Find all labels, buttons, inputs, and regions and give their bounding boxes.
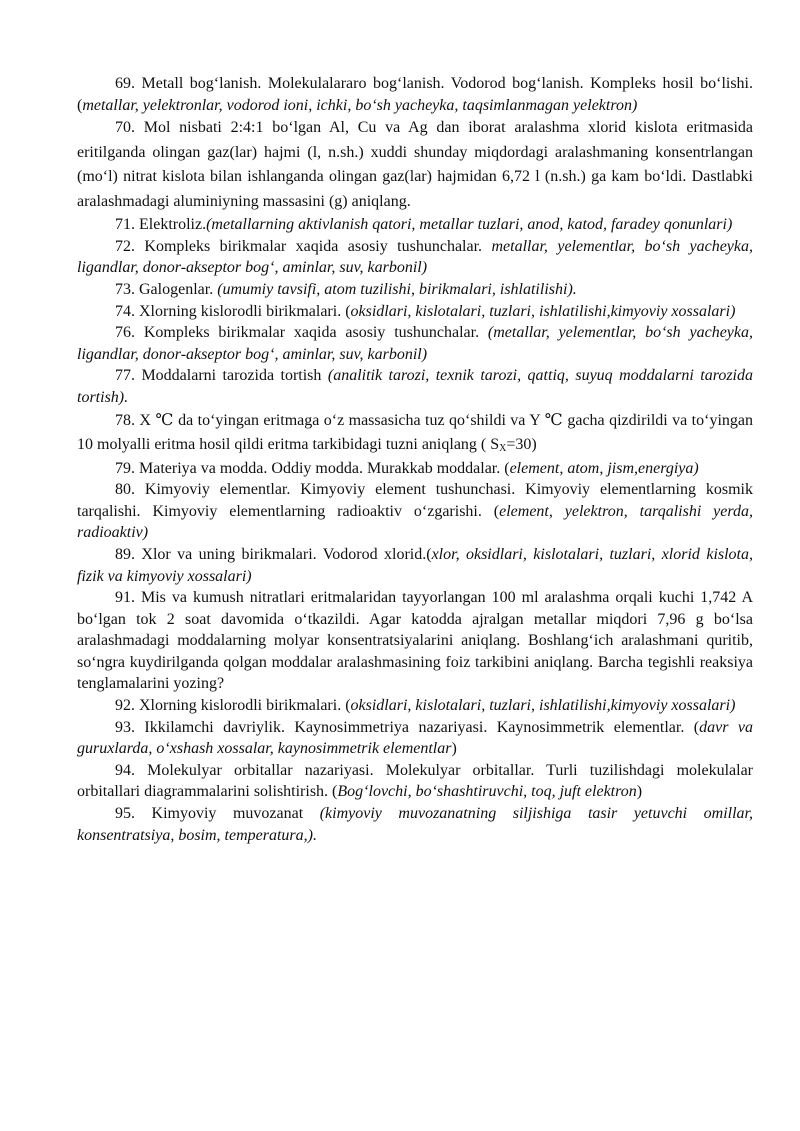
item-78-subscript: X <box>499 443 507 455</box>
item-94-topic: 94. Molekulyar orbitallar nazariyasi. Molekulyar orbitallar. Turli tuzilishdagi molekulalar orbitallari diagrammalarini solishtirish. ( <box>77 761 753 801</box>
item-74-keywords: oksidlari, kislotalari, tuzlari, ishlatilishi,kimyoviy xossalari) <box>350 302 736 320</box>
item-76-topic: 76. Kompleks birikmalar xaqida asosiy tushunchalar. <box>115 324 488 342</box>
item-78-text: 78. X ℃ da to‘yingan eritmaga o‘z massasicha tuz qo‘shildi va Y ℃ gacha qizdirildi va to‘yingan 10 molyalli eritma hosil qildi eritma tarkibidagi tuzni aniqlang ( S <box>77 411 753 454</box>
item-93-keywords: davr va guruxlarda, o‘xshash xossalar, kaynosimmetrik elementlar <box>77 718 753 758</box>
item-79-keywords: element, atom, jism,energiya) <box>509 459 699 477</box>
item-77 <box>77 365 753 408</box>
item-72-topic: 72. Kompleks birikmalar xaqida asosiy tushunchalar. <box>115 237 492 255</box>
item-70 <box>77 116 753 214</box>
item-95-keywords: (kimyoviy muvozanatning siljishiga tasir yetuvchi omillar, konsentratsiya, bosim, temperatura,). <box>77 805 753 844</box>
item-74-topic: 74. Xlorning kislorodli birikmalari. ( <box>115 302 351 320</box>
item-69-keywords: metallar, yelektronlar, vodorod ioni, ichki, bo‘sh yacheyka, taqsimlanmagan yelektron) <box>82 96 638 114</box>
item-69-topic: 69. Metall bog‘lanish. Molekulalararo bog‘lanish. Vodorod bog‘lanish. Kompleks hosil bo‘lishi. ( <box>77 75 753 114</box>
item-94-tail: ) <box>636 783 643 801</box>
item-78 <box>77 409 753 458</box>
item-80-topic: 80. Kimyoviy elementlar. Kimyoviy element tushunchasi. Kimyoviy elementlarning kosmik tarqalishi. Kimyoviy elementlarning radioaktiv o‘zgarishi. ( <box>77 481 753 520</box>
item-72-keywords: metallar, yelementlar, bo‘sh yacheyka, ligandlar, donor-akseptor bog‘, aminlar, suv, karbonil) <box>77 237 753 277</box>
item-93-tail: ) <box>451 740 457 758</box>
item-95 <box>77 803 753 846</box>
item-94 <box>77 760 753 803</box>
item-91-text: 91. Mis va kumush nitratlari eritmalaridan tayyorlangan 100 ml aralashma orqali kuchi 1,742 A bo‘lgan tok 2 soat davomida o‘tkazildi. Agar katodda ajralgan metallar miqdori 7,96 g bo‘lsa aralashmadagi moddalarning molyar konsentratsiyalarini aniqlang. Boshlang‘ich aralashmani quritib, so‘ngra kuydirilganda qolgan moddalar aralashmasining foiz tarkibini aniqlang. Barcha tegishli reaksiya tenglamalarini yozing? <box>77 589 753 693</box>
item-77-keywords: (analitik tarozi, texnik tarozi, qattiq, suyuq moddalarni tarozida tortish). <box>77 367 753 406</box>
item-73-topic: 73. Galogenlar. <box>115 280 218 298</box>
item-77-topic: 77. Moddalarni tarozida tortish <box>115 367 328 385</box>
item-76-keywords: (metallar, yelementlar, bo‘sh yacheyka, ligandlar, donor-akseptor bog‘, aminlar, suv, karbonil) <box>77 324 753 363</box>
item-79 <box>77 458 753 480</box>
item-93-topic: 93. Ikkilamchi davriylik. Kaynosimmetriya nazariyasi. Kaynosimmetrik elementlar. ( <box>115 718 700 736</box>
item-89 <box>77 544 753 587</box>
item-73 <box>77 279 753 301</box>
document-page <box>77 73 753 846</box>
item-71-keywords: (metallarning aktivlanish qatori, metallar tuzlari, anod, katod, faradey qonunlari) <box>206 216 733 234</box>
item-72 <box>77 236 753 279</box>
item-78-text-end: =30) <box>506 436 537 454</box>
item-89-topic: 89. Xlor va uning birikmalari. Vodorod xlorid.( <box>115 545 432 563</box>
item-79-topic: 79. Materiya va modda. Oddiy modda. Murakkab moddalar. ( <box>115 459 510 477</box>
item-71-topic: 71. Elektroliz. <box>115 216 207 234</box>
item-95-topic: 95. Kimyoviy muvozanat <box>115 805 320 823</box>
item-71 <box>77 214 753 236</box>
item-92-keywords: oksidlari, kislotalari, tuzlari, ishlatilishi,kimyoviy xossalari) <box>350 697 736 715</box>
item-93 <box>77 717 753 760</box>
item-89-keywords: xlor, oksidlari, kislotalari, tuzlari, xlorid kislota, fizik va kimyoviy xossalari) <box>77 545 754 585</box>
item-73-keywords: (umumiy tavsifi, atom tuzilishi, birikmalari, ishlatilishi). <box>217 280 577 298</box>
item-91 <box>77 587 753 695</box>
item-74 <box>77 301 753 323</box>
item-70-text: 70. Mol nisbati 2:4:1 bo‘lgan Al, Cu va Ag dan iborat aralashma xlorid kislota eritmasida eritilganda olingan gaz(lar) hajmi (l, n.sh.) xuddi shunday miqdordagi aralashmaning konsentrlangan (mo‘l) nitrat kislota bilan ishlanganda olingan gaz(lar) hajmidan 6,72 l (n.sh.) ga kam bo‘ldi. Dastlabki aralashmadagi aluminiyning massasini (g) aniqlang. <box>77 119 753 210</box>
item-92 <box>77 695 753 717</box>
item-80 <box>77 479 753 544</box>
item-69 <box>77 73 753 116</box>
item-92-topic: 92. Xlorning kislorodli birikmalari. ( <box>115 697 351 715</box>
item-94-keywords: Bog‘lovchi, bo‘shashtiruvchi, toq, juft elektron <box>337 783 637 801</box>
item-76 <box>77 322 753 365</box>
item-80-keywords: element, yelektron, tarqalishi yerda, radioaktiv) <box>77 502 754 542</box>
